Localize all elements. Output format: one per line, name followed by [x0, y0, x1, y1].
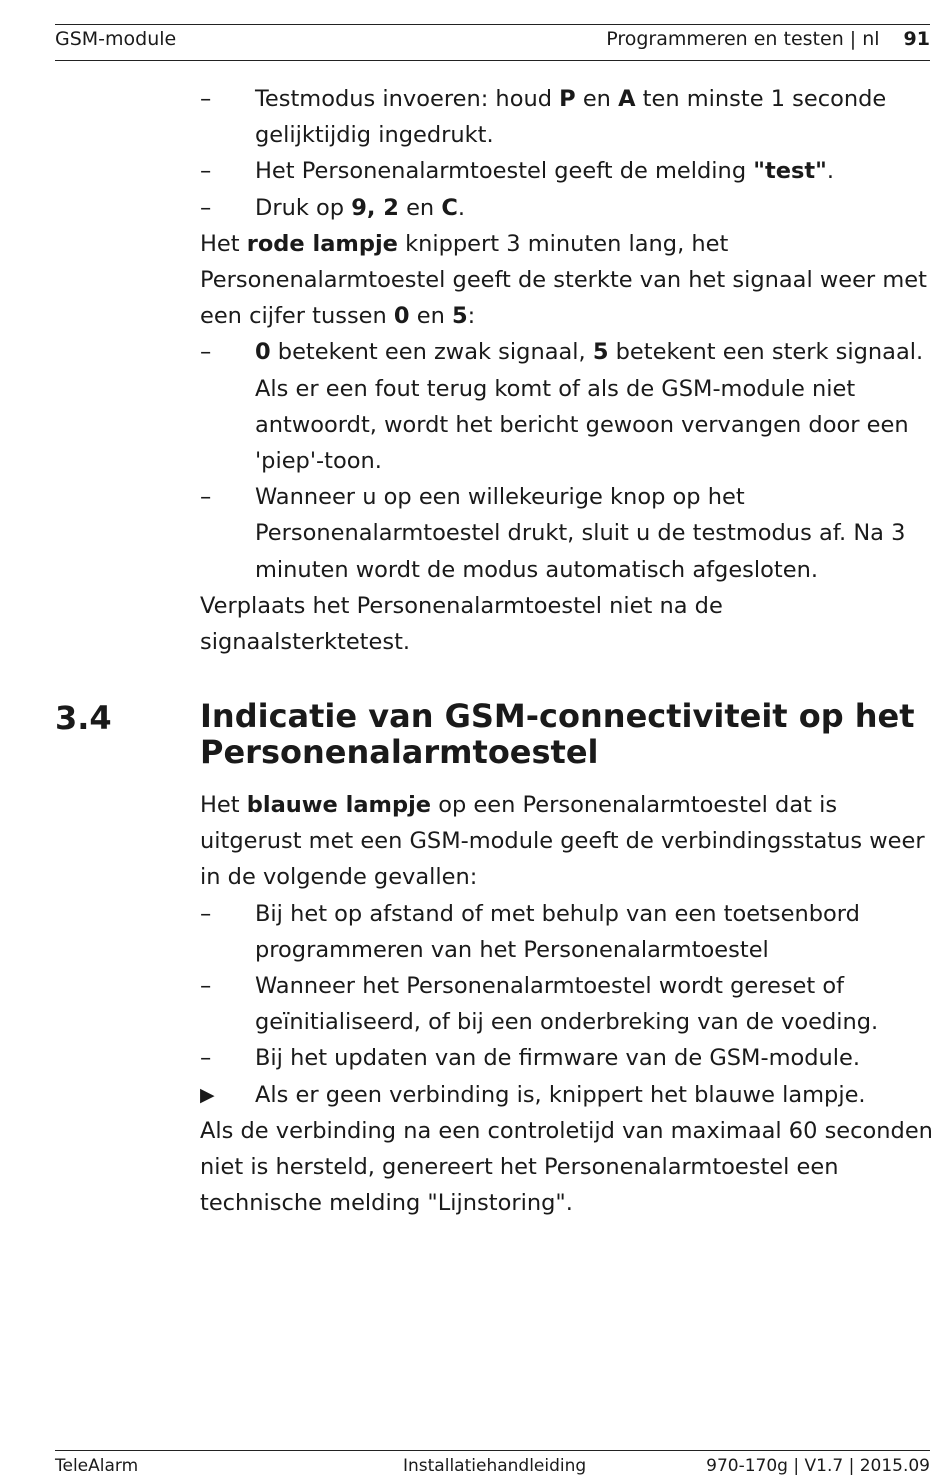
section-number: 3.4: [55, 699, 112, 737]
paragraph: Verplaats het Personenalarmtoestel niet na de signaalsterktetest.: [200, 592, 723, 656]
list-item: [200, 81, 935, 153]
dash-marker: –: [200, 158, 212, 185]
bold-term: 5: [452, 303, 468, 330]
header-bottom-rule: [55, 60, 930, 61]
list-item: [200, 334, 935, 479]
text-run: betekent een zwak signaal,: [270, 339, 593, 366]
dash-marker: –: [200, 973, 212, 1000]
text-run: .: [457, 194, 466, 221]
bold-term: 5: [592, 339, 609, 366]
list-item: [200, 896, 935, 968]
text-run: en: [575, 86, 619, 112]
list-item: [200, 968, 935, 1040]
text-run: .: [826, 158, 835, 185]
text-run: Testmodus invoeren: houd: [255, 86, 560, 112]
footer-version: 970-170g | V1.7 | 2015.09: [706, 1456, 930, 1476]
result-item: [200, 1077, 935, 1113]
section-title: Indicatie van GSM-connectiviteit op het Personenalarmtoestel: [200, 697, 915, 771]
text-run: ten minste 1 seconde gelijktijdig ingedrukt.: [255, 86, 887, 149]
header-section-label: Programmeren en testen | nl: [606, 28, 880, 50]
paragraph: [200, 226, 935, 335]
dash-marker: –: [200, 86, 212, 112]
bold-term: 0: [393, 303, 410, 330]
dash-marker: –: [200, 339, 212, 366]
paragraph: [200, 787, 935, 896]
footer-doc-type: Installatiehandleiding: [403, 1456, 587, 1476]
text-run: en: [409, 303, 452, 330]
text-run: :: [467, 303, 476, 330]
test-mode-block: [200, 81, 935, 660]
bold-key: C: [441, 194, 458, 221]
header-section: [606, 26, 930, 52]
text-run: Als er geen verbinding is, knippert het blauwe lampje.: [255, 1081, 866, 1108]
text-run: Wanneer het Personenalarmtoestel wordt gereset of geïnitialiseerd, of bij een onderbreking van de voeding.: [255, 973, 879, 1036]
bold-term: rode lampje: [246, 230, 398, 257]
dash-marker: –: [200, 194, 212, 221]
text-run: Bij het op afstand of met behulp van een toetsenbord programmeren van het Personenalarmtoestel: [255, 900, 860, 963]
text-run: Het: [200, 230, 247, 257]
text-run: op een Personenalarmtoestel dat is uitgerust met een GSM-module geeft de verbindingsstatus weer in de volgende gevallen:: [200, 792, 925, 891]
list-item: [200, 1040, 935, 1076]
footer-rule: [55, 1450, 930, 1451]
text-run: Wanneer u op een willekeurige knop op het Personenalarmtoestel drukt, sluit u de testmodus af. Na 3 minuten wordt de modus automatisch afgesloten.: [255, 484, 906, 583]
bold-key: A: [618, 86, 636, 112]
text-run: Het Personenalarmtoestel geeft de melding: [255, 158, 754, 185]
text-run: Het: [200, 792, 247, 818]
bold-key: 9, 2: [351, 194, 399, 221]
dash-marker: –: [200, 1045, 212, 1072]
dash-marker: –: [200, 484, 212, 511]
paragraph: Als de verbinding na een controletijd van maximaal 60 seconden niet is hersteld, genereert het Personenalarmtoestel een technische melding "Lijnstoring".: [200, 1117, 933, 1217]
connectivity-block: [200, 787, 935, 1221]
list-item: [200, 190, 935, 226]
bold-term: "test": [753, 158, 827, 185]
bold-key: P: [559, 86, 576, 112]
bold-term: 0: [255, 339, 271, 366]
header-top-rule: [55, 24, 930, 25]
text-run: Druk op: [255, 194, 352, 221]
bold-term: blauwe lampje: [246, 792, 432, 818]
header-chapter: GSM-module: [55, 28, 177, 50]
text-run: knippert 3 minuten lang, het Personenalarmtoestel geeft de sterkte van het signaal weer met een cijfer tussen: [200, 230, 927, 330]
dash-marker: –: [200, 900, 212, 927]
footer-brand: TeleAlarm: [55, 1456, 139, 1476]
text-run: betekent een sterk signaal. Als er een fout terug komt of als de GSM-module niet antwoordt, wordt het bericht gewoon vervangen door een 'piep'-toon.: [255, 339, 924, 475]
triangle-arrow-icon: ▶: [200, 1083, 215, 1106]
page-number: 91: [903, 28, 930, 50]
text-run: Bij het updaten van de firmware van de GSM-module.: [255, 1045, 861, 1072]
list-item: [200, 479, 935, 588]
text-run: en: [398, 194, 442, 221]
list-item: [200, 153, 935, 189]
